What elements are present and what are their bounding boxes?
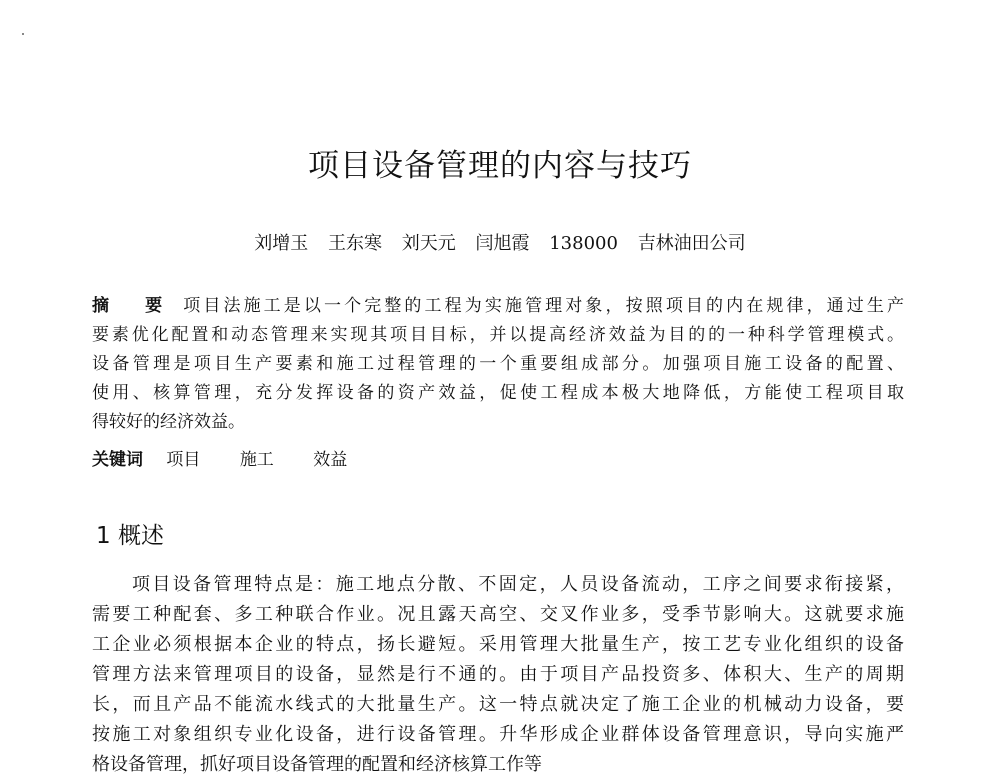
keyword: 效益 (313, 450, 348, 470)
paragraph-line: 需要工种配套、多工种联合作业。况且露天高空、交叉作业多，受季节影响大。这就要求施 (92, 604, 904, 625)
paragraph-line: 长，而且产品不能流水线式的大批量生产。这一特点就决定了施工企业的机械动力设备，要 (92, 694, 904, 715)
abstract-line: 要素优化配置和动态管理来实现其项目目标，并以提高经济效益为目的的一种科学管理模式。 (92, 325, 904, 345)
postal-code: 138000 (549, 233, 618, 254)
paragraph-line: 工企业必须根据本企业的特点，扬长避短。采用管理大批量生产，按工艺专业化组织的设备 (92, 634, 904, 655)
author-name: 刘增玉 (254, 233, 309, 254)
section-body (92, 570, 904, 775)
abstract-line: 使用、核算管理，充分发挥设备的资产效益，促使工程成本极大地降低，方能使工程项目取 (92, 383, 904, 403)
abstract-line: 设备管理是项目生产要素和施工过程管理的一个重要组成部分。加强项目施工设备的配置、 (92, 354, 904, 374)
author-line (0, 232, 1000, 256)
abstract-label: 摘 要 (92, 296, 178, 316)
keyword: 施工 (239, 450, 274, 470)
keywords (92, 447, 904, 473)
abstract-line: 得较好的经济效益。 (92, 412, 245, 432)
paper-title: 项目设备管理的内容与技巧 (308, 148, 692, 184)
keywords-label: 关键词 (92, 450, 143, 470)
abstract-line (92, 292, 904, 321)
paragraph-line: 按施工对象组织专业化设备，进行设备管理。升华形成企业群体设备管理意识，导向实施严 (92, 724, 904, 745)
author-name: 王东寒 (328, 233, 383, 254)
scan-speck (22, 33, 24, 35)
abstract (92, 292, 904, 437)
abstract-text: 项目法施工是以一个完整的工程为实施管理对象，按照项目的内在规律，通过生产 (183, 296, 905, 316)
keyword: 项目 (166, 450, 201, 470)
affiliation: 吉林油田公司 (637, 233, 746, 254)
author-name: 闫旭霞 (475, 233, 530, 254)
section-heading: 1 概述 (96, 523, 164, 549)
paragraph-line: 格设备管理，抓好项目设备管理的配置和经济核算工作等 (92, 754, 542, 775)
paragraph-line: 项目设备管理特点是：施工地点分散、不固定，人员设备流动，工序之间要求衔接紧， (132, 574, 904, 595)
author-name: 刘天元 (401, 233, 456, 254)
paragraph-line: 管理方法来管理项目的设备，显然是行不通的。由于项目产品投资多、体积大、生产的周期 (92, 664, 904, 685)
